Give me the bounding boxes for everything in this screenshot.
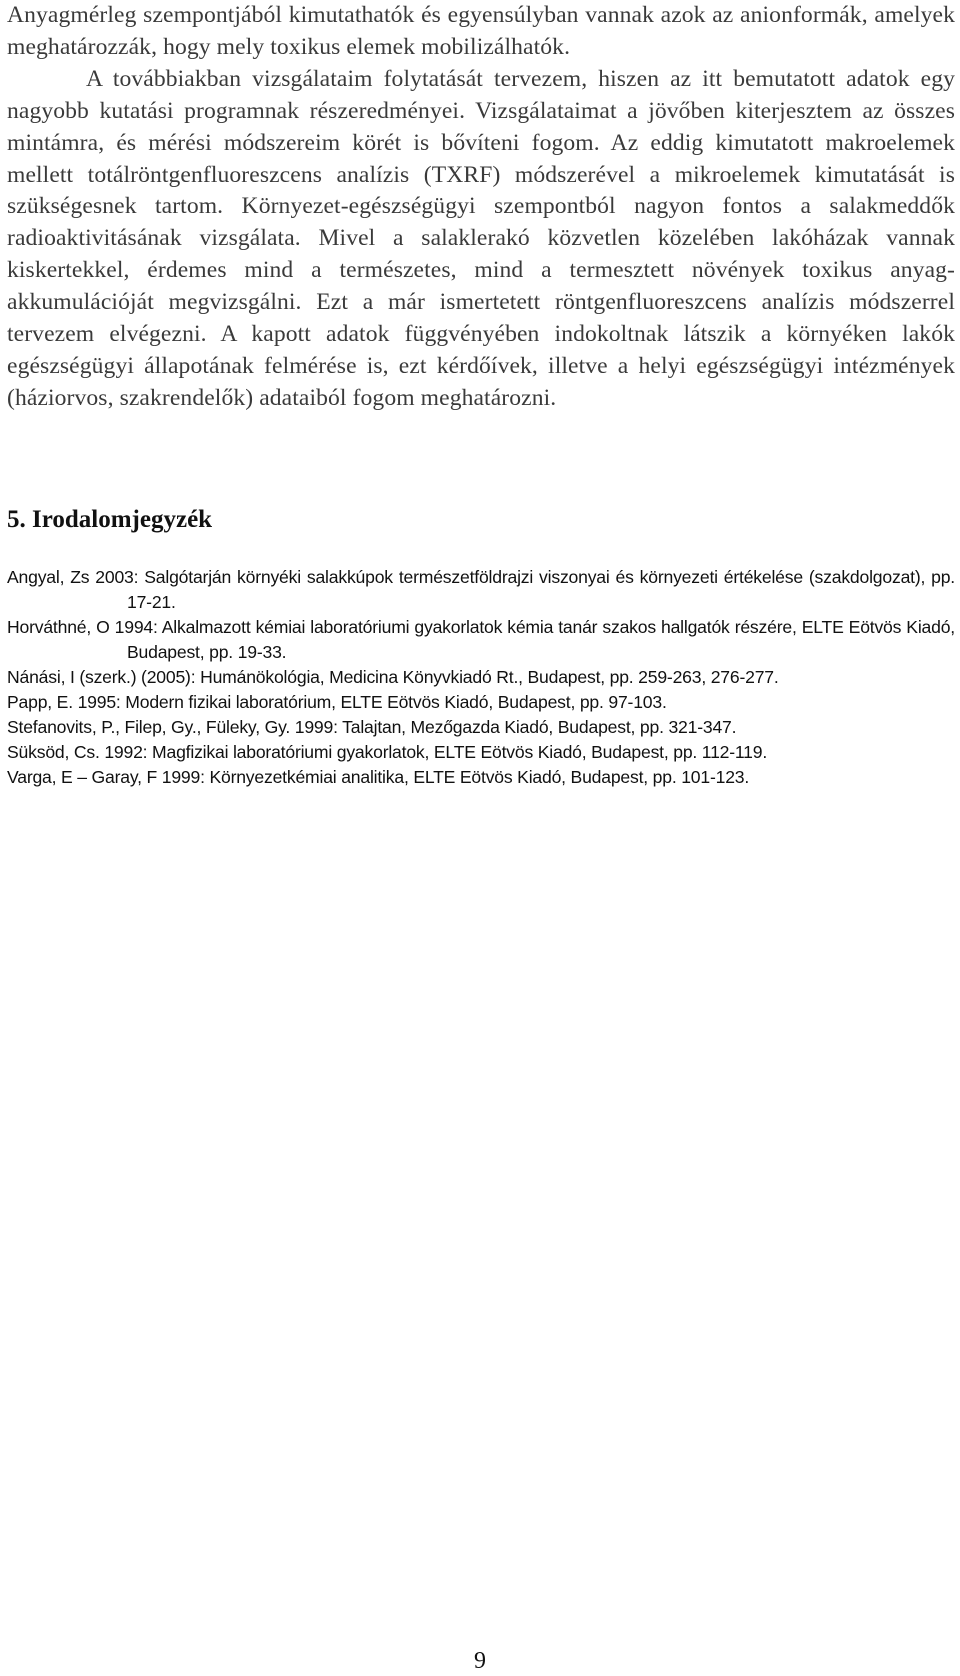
reference-item: Angyal, Zs 2003: Salgótarján környéki salakkúpok természetföldrajzi viszonyai és környezeti értékelése (szakdolgozat), pp. 17-21. [7, 567, 955, 612]
paragraph: A továbbiakban vizsgálataim folytatását tervezem, hiszen az itt bemutatott adatok egy nagyobb kutatási programnak részeredményei. Vizsgálataimat a jövőben kiterjesztem az összes mintámra, és mérési módszereim körét is bővíteni fogom. Az eddig kimutatott makroelemek mellett totálröntgenfluoreszcens analízis (TXRF) módszerével a mikroelemek kimutatását is szükségesnek tartom. Környezet-egészségügyi szempontból nagyon fontos a salakmeddők radioaktivitásának vizsgálata. Mivel a salaklerakó közvetlen közelében lakóházak vannak kiskertekkel, érdemes mind a természetes, mind a termesztett növények toxikus anyag-akkumulációját megvizsgálni. Ezt a már ismertetett röntgenfluoreszcens analízis módszerrel tervezem elvégezni. A kapott adatok függvényében indokoltnak látszik a környéken lakók egészségügyi állapotának felmérése is, ezt kérdőívek, illetve a helyi egészségügyi intézmények (háziorvos, szakrendelők) adataiból fogom meghatározni. [7, 65, 955, 411]
reference-item: Varga, E – Garay, F 1999: Környezetkémiai analitika, ELTE Eötvös Kiadó, Budapest, pp. 101-123. [7, 767, 750, 787]
body-text [7, 0, 955, 415]
reference-item: Papp, E. 1995: Modern fizikai laboratórium, ELTE Eötvös Kiadó, Budapest, pp. 97-103. [7, 692, 667, 712]
reference-item: Süksöd, Cs. 1992: Magfizikai laboratóriumi gyakorlatok, ELTE Eötvös Kiadó, Budapest, pp. 112-119. [7, 742, 768, 762]
paragraph: Anyagmérleg szempontjából kimutathatók és egyensúlyban vannak azok az anionformák, amelyek meghatározzák, hogy mely toxikus elemek mobilizálhatók. [7, 2, 955, 60]
reference-item: Stefanovits, P., Filep, Gy., Füleky, Gy. 1999: Talajtan, Mezőgazda Kiadó, Budapest, pp. 321-347. [7, 717, 737, 737]
reference-item: Horváthné, O 1994: Alkalmazott kémiai laboratóriumi gyakorlatok kémia tanár szakos hallgatók részére, ELTE Eötvös Kiadó, Budapest, pp. 19-33. [7, 617, 955, 662]
reference-item: Nánási, I (szerk.) (2005): Humánökológia, Medicina Könyvkiadó Rt., Budapest, pp. 259-263, 276-277. [7, 667, 779, 687]
section-heading: 5. Irodalomjegyzék [7, 506, 213, 533]
page-number: 9 [474, 1648, 486, 1674]
reference-list [7, 565, 955, 790]
